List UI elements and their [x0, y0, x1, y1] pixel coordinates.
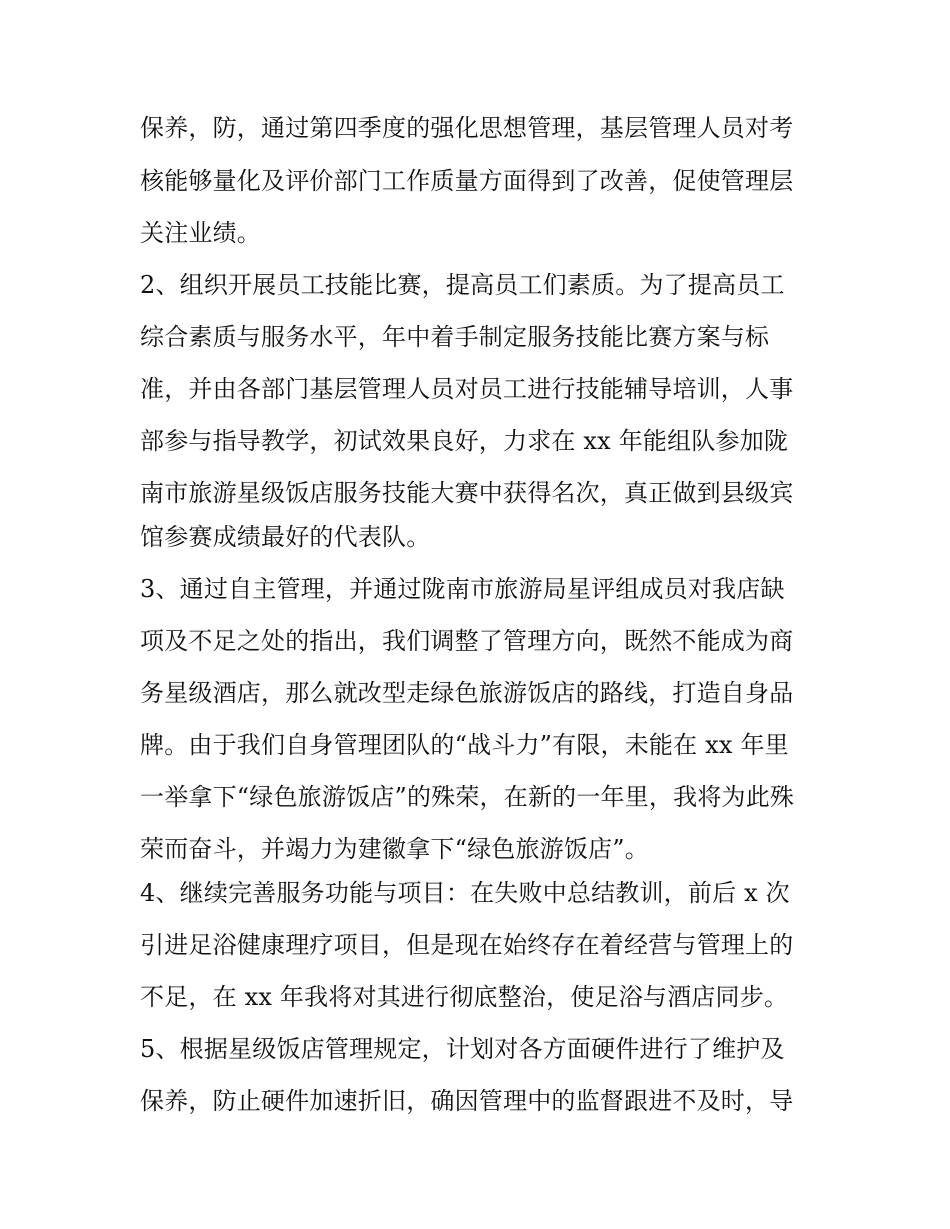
text-line: 4、继续完善服务功能与项目：在失败中总结教训，前后 x 次: [140, 879, 790, 907]
text-line: 5、根据星级饭店管理规定，计划对各方面硬件进行了维护及: [140, 1035, 785, 1063]
text-line: 核能够量化及评价部门工作质量方面得到了改善，促使管理层: [140, 167, 794, 195]
text-line: 引进足浴健康理疗项目，但是现在始终存在着经营与管理上的: [140, 931, 794, 959]
text-line: 关注业绩。: [140, 219, 261, 247]
text-line: 项及不足之处的指出，我们调整了管理方向，既然不能成为商: [140, 627, 794, 655]
text-line: 3、通过自主管理，并通过陇南市旅游局星评组成员对我店缺: [140, 575, 785, 603]
document-page: [140, 0, 812, 1229]
text-line: 综合素质与服务水平，年中着手制定服务技能比赛方案与标: [140, 323, 770, 351]
text-line: 2、组织开展员工技能比赛，提高员工们素质。为了提高员工: [140, 271, 785, 299]
text-line: 荣而奋斗，并竭力为建徽拿下“绿色旅游饭店”。: [140, 835, 649, 863]
text-line: 保养，防止硬件加速折旧，确因管理中的监督跟进不及时，导: [140, 1087, 794, 1115]
text-line: 保养，防，通过第四季度的强化思想管理，基层管理人员对考: [140, 114, 794, 142]
text-line: 南市旅游星级饭店服务技能大赛中获得名次，真正做到县级宾: [140, 479, 794, 507]
text-line: 务星级酒店，那么就改型走绿色旅游饭店的路线，打造自身品: [140, 679, 794, 707]
text-line: 一举拿下“绿色旅游饭店”的殊荣，在新的一年里，我将为此殊: [140, 783, 795, 811]
text-line: 不足，在 xx 年我将对其进行彻底整治，使足浴与酒店同步。: [140, 983, 789, 1011]
text-line: 馆参赛成绩最好的代表队。: [140, 523, 431, 551]
text-line: 部参与指导教学，初试效果良好，力求在 xx 年能组队参加陇: [140, 427, 789, 455]
text-line: 牌。由于我们自身管理团队的“战斗力”有限，未能在 xx 年里: [140, 731, 789, 759]
text-line: 准，并由各部门基层管理人员对员工进行技能辅导培训，人事: [140, 375, 794, 403]
